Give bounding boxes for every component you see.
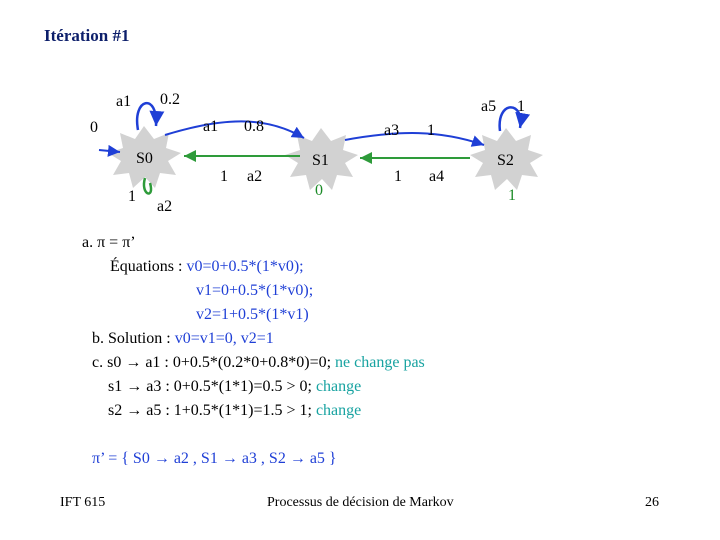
step-c-s1-status: change	[315, 378, 362, 395]
s0-loop-a1-arrow	[137, 103, 156, 130]
equation-v0: v0=0+0.5*(1*v0);	[186, 258, 304, 275]
step-c-s1-text: s1 → a3 : 0+0.5*(1*1)=0.5 > 0;	[108, 378, 316, 395]
s1-a3-action: a3	[384, 122, 400, 139]
s0-label: S0	[136, 150, 153, 167]
s1-a3-prob: 1	[427, 122, 435, 139]
s1-value: 0	[315, 182, 323, 199]
s2-a4-prob: 1	[394, 168, 402, 185]
solution-value: v0=v1=0, v2=1	[174, 330, 274, 347]
s2-a4-action: a4	[429, 168, 445, 185]
s2-loop-prob: 1	[517, 98, 525, 115]
s2-label: S2	[497, 152, 514, 169]
equations-label: Équations :	[110, 258, 187, 275]
footer-course: IFT 615	[60, 495, 106, 510]
s0-loop-prob: 0.2	[160, 91, 180, 108]
equations-line-1	[110, 258, 304, 276]
equation-v1: v1=0+0.5*(1*v0);	[196, 282, 314, 299]
mdp-diagram	[0, 0, 720, 240]
slide-title: Itération #1	[44, 26, 130, 45]
solution-label: b. Solution :	[92, 330, 175, 347]
s2-loop-action: a5	[481, 98, 497, 115]
step-c-s2-text: s2 → a5 : 1+0.5*(1*1)=1.5 > 1;	[108, 402, 316, 419]
s0-to-s1-a1-arrow	[165, 121, 304, 138]
step-a-label: a. π = π’	[82, 234, 136, 251]
s0-a2-prob: 1	[128, 188, 136, 205]
step-c-line-2	[108, 378, 361, 396]
new-policy: π’ = { S0 → a2 , S1 → a3 , S2 → a5 }	[92, 450, 337, 467]
s1-a2-prob: 1	[220, 168, 228, 185]
s2-value: 1	[508, 187, 516, 204]
step-c-line-1	[92, 354, 425, 372]
footer-subject: Processus de décision de Markov	[267, 495, 454, 510]
s0-a2-action: a2	[157, 198, 173, 215]
s1-label: S1	[312, 152, 329, 169]
s1-a2-action: a2	[247, 168, 263, 185]
step-b-line	[92, 330, 274, 348]
s0-a1-action: a1	[203, 118, 219, 135]
step-c-s2-status: change	[315, 402, 362, 419]
s0-value: 0	[90, 119, 98, 136]
equation-v2: v2=1+0.5*(1*v1)	[196, 306, 309, 323]
step-c-s0-status: ne change pas	[335, 354, 425, 371]
step-c-line-3	[108, 402, 361, 420]
s1-to-s2-a3-arrow	[345, 133, 484, 145]
step-c-s0-text: c. s0 → a1 : 0+0.5*(0.2*0+0.8*0)=0;	[92, 354, 336, 371]
s0-a1-prob: 0.8	[244, 118, 264, 135]
s0-loop-action: a1	[116, 93, 132, 110]
footer-page-number: 26	[645, 495, 659, 510]
